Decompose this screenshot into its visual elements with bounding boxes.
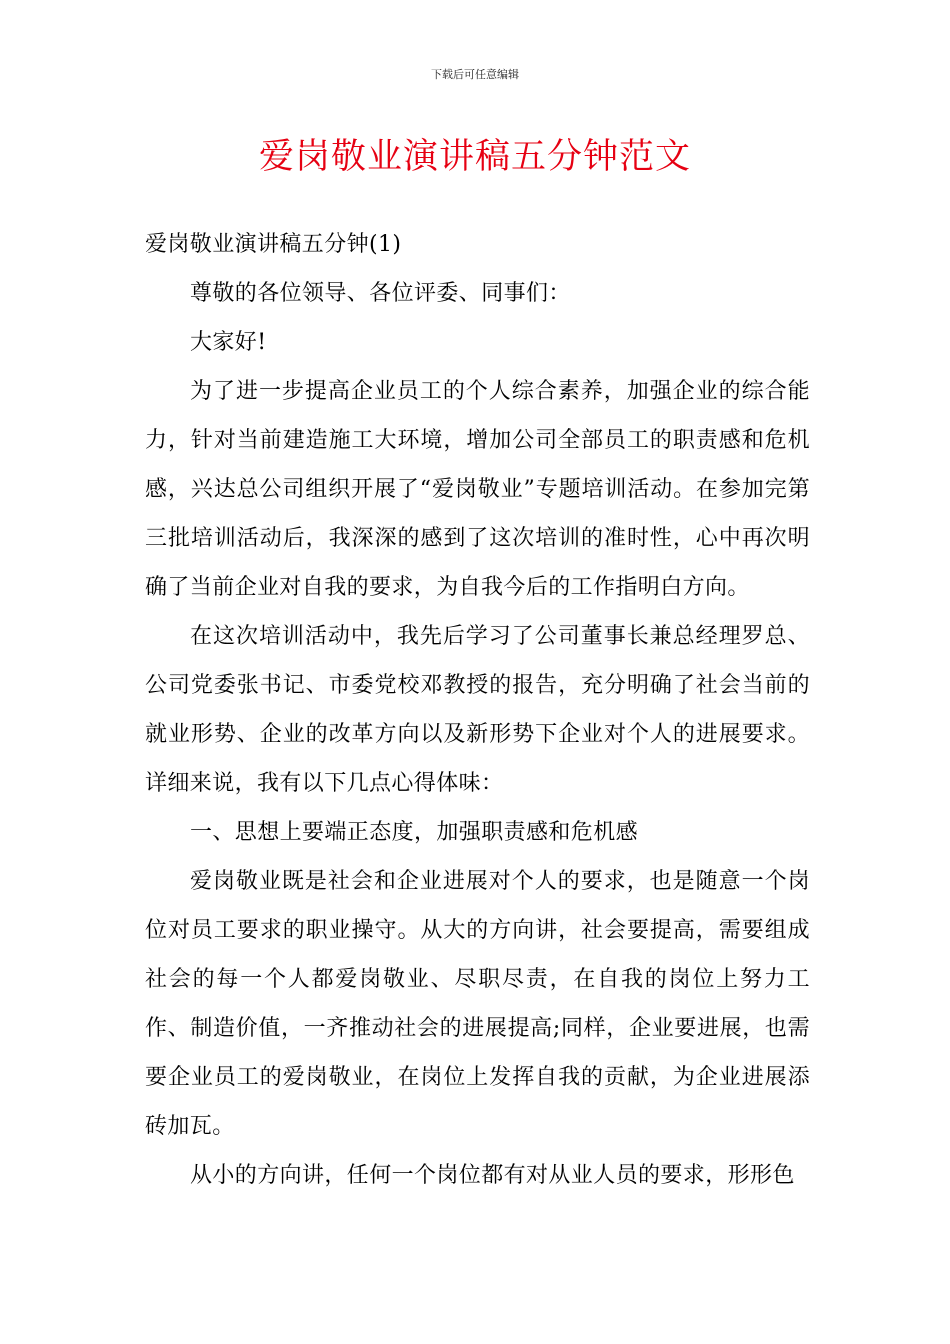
hello-line: 大家好! <box>190 330 267 355</box>
section-subtitle: 爱岗敬业演讲稿五分钟(1) <box>145 232 402 257</box>
greeting-line: 尊敬的各位领导、各位评委、同事们： <box>190 281 571 306</box>
document-body <box>145 220 810 1200</box>
paragraph: 爱岗敬业既是社会和企业进展对个人的要求，也是随意一个岗位对员工要求的职业操守。从大的方向讲，社会要提高，需要组成社会的每一个人都爱岗敬业、尽职尽责，在自我的岗位上努力工作、制造价值，一齐推动社会的进展提高;同样，企业要进展，也需要企业员工的爱岗敬业，在岗位上发挥自我的贡献，为企业进展添砖加瓦。 <box>145 869 810 1139</box>
header-note: 下载后可任意编辑 <box>431 68 519 81</box>
paragraph: 从小的方向讲，任何一个岗位都有对从业人员的要求，形形色 <box>190 1163 795 1188</box>
section-heading: 一、思想上要端正态度，加强职责感和危机感 <box>190 820 639 845</box>
paragraph: 为了进一步提高企业员工的个人综合素养，加强企业的综合能力，针对当前建造施工大环境，增加公司全部员工的职责感和危机感，兴达总公司组织开展了“爱岗敬业”专题培训活动。在参加完第三批培训活动后，我深深的感到了这次培训的准时性，心中再次明确了当前企业对自我的要求，为自我今后的工作指明白方向。 <box>145 379 810 600</box>
document-title: 爱岗敬业演讲稿五分钟范文 <box>258 137 691 177</box>
paragraph: 在这次培训活动中，我先后学习了公司董事长兼总经理罗总、公司党委张书记、市委党校邓教授的报告，充分明确了社会当前的就业形势、企业的改革方向以及新形势下企业对个人的进展要求。详细来说，我有以下几点心得体味： <box>145 624 810 796</box>
